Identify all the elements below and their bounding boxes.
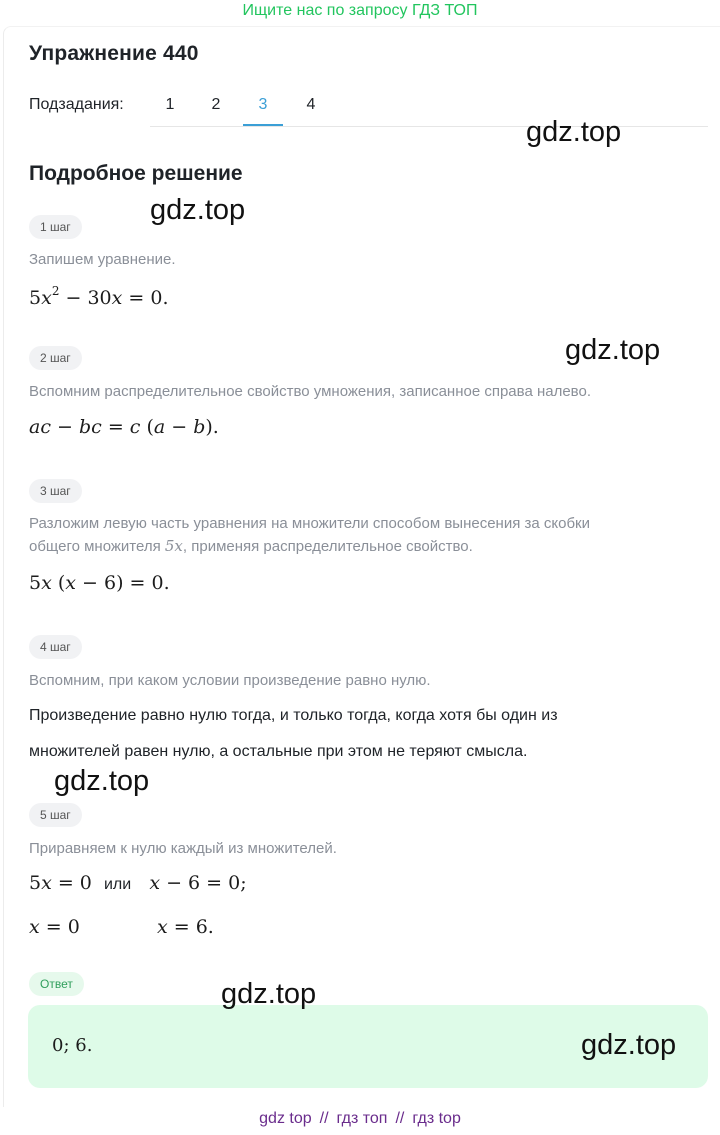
step-3-equation: 5x (x − 6) = 0. [29,572,170,594]
subtasks-tabs [150,86,708,127]
footer-link-3[interactable]: гдз top [412,1110,461,1127]
step-2-badge: 2 шаг [29,346,82,370]
step-4-badge: 4 шаг [29,635,82,659]
footer-link-2[interactable]: гдз топ [336,1110,388,1127]
watermark-1: gdz.top [526,116,622,148]
step-3-text-line1: Разложим левую часть уравнения на множители способом вынесения за скобки [29,515,590,532]
answer-badge: Ответ [29,972,84,996]
step-2-equation: ac − bc = c (a − b). [29,416,219,438]
step-3-text-lead: общего множителя [29,538,161,555]
watermark-2: gdz.top [150,194,246,226]
step-3-text-tail: , применяя распределительное свойство. [182,538,473,555]
footer-sep-2: // [395,1110,405,1127]
step-1-equation: $5x^2 - 30x = 0$. [29,284,169,309]
top-banner: Ищите нас по запросу ГДЗ ТОП [242,2,478,19]
watermark-3: gdz.top [565,334,661,366]
answer-value: 0; 6. [52,1035,93,1056]
step-1-badge: 1 шаг [29,215,82,239]
step-5-badge: 5 шаг [29,803,82,827]
watermark-4: gdz.top [54,765,150,797]
tab-subtask-2[interactable]: 2 [211,96,221,113]
step-5-equation-x0: x = 0 [29,916,80,938]
step-5-equation-x6: x = 6. [157,916,214,938]
page-title: Упражнение 440 [29,42,199,65]
section-title: Подробное решение [29,162,243,185]
step-2-text: Вспомним распределительное свойство умножения, записанное справа налево. [29,383,591,400]
step-1-text: Запишем уравнение. [29,251,176,268]
step-4-text: Вспомним, при каком условии произведение равно нулю. [29,672,431,689]
step-4-rule-line2: множителей равен нулю, а остальные при этом не теряют смысла. [29,743,528,760]
footer-link-1[interactable]: gdz top [259,1110,312,1127]
footer-sep-1: // [319,1110,329,1127]
step-3-badge: 3 шаг [29,479,82,503]
tab-subtask-3[interactable]: 3 [243,86,283,126]
or-word: или [103,876,132,893]
tab-subtask-1[interactable]: 1 [165,96,175,113]
subtasks-label: Подзадания: [29,96,124,113]
step-5-text: Приравняем к нулю каждый из множителей. [29,840,337,857]
step-5-equations-row1: 5x = 0 или x − 6 = 0; [29,872,247,894]
tab-subtask-4[interactable]: 4 [306,96,316,113]
step-3-text-line2 [29,535,473,558]
step-4-rule-line1: Произведение равно нулю тогда, и только тогда, когда хотя бы один из [29,707,558,724]
footer-links [0,1110,720,1128]
solution-card [3,26,720,1107]
watermark-5: gdz.top [221,978,317,1010]
step-3-factor: 5x [164,537,183,555]
watermark-6: gdz.top [581,1029,677,1061]
